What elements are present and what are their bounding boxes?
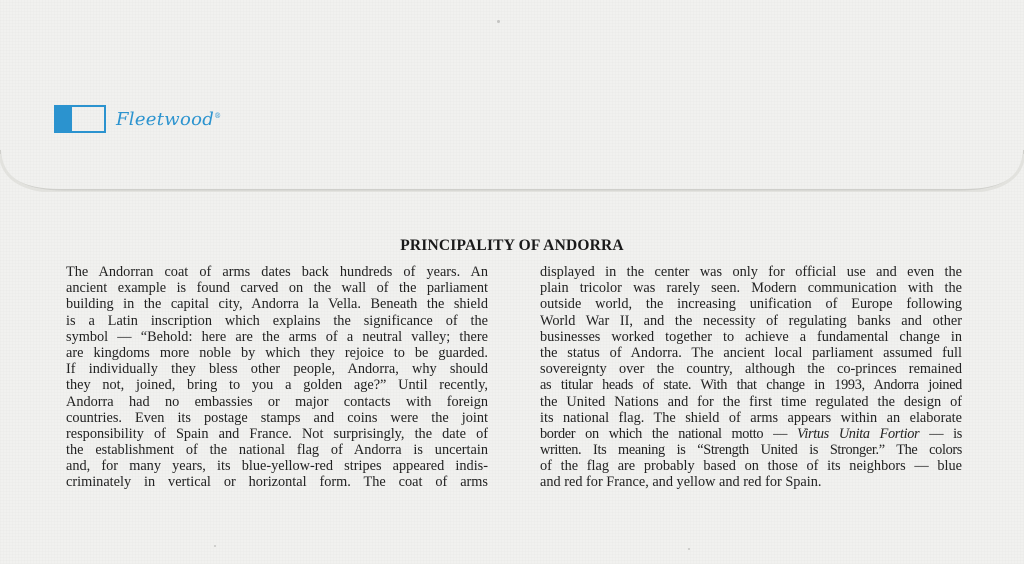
logo-box-icon bbox=[54, 105, 106, 133]
text-line: of the flag are probably based on those of its neighbors — blue bbox=[540, 458, 962, 475]
text-line: World War II, and the necessity of regulating banks and other bbox=[540, 312, 962, 329]
text-line: countries. Even its postage stamps and coins were the joint bbox=[66, 409, 488, 426]
national-motto: Virtus Unita Fortior bbox=[797, 425, 920, 442]
text-line: they not, joined, bring to you a golden age?” Until recently, bbox=[66, 377, 488, 394]
text-line: as titular heads of state. With that change in 1993, Andorra joined bbox=[540, 377, 962, 394]
text-line: Andorra had no embassies or major contacts with foreign bbox=[66, 393, 488, 410]
text-line: sovereignty over the country, although the co-princes remained bbox=[540, 361, 962, 378]
text-line: the status of Andorra. The ancient local parliament assumed full bbox=[540, 344, 962, 361]
text-line: displayed in the center was only for official use and even the bbox=[540, 264, 962, 280]
brand-name-text: Fleetwood bbox=[116, 108, 215, 130]
text-line: its national flag. The shield of arms appears within an elaborate bbox=[540, 409, 962, 426]
text-line: outside world, the increasing unification of Europe following bbox=[540, 296, 962, 313]
text-line: the United Nations and for the first time regulated the design of bbox=[540, 393, 962, 410]
document-title: PRINCIPALITY OF ANDORRA bbox=[400, 237, 624, 254]
text-line: the establishment of the national flag of Andorra is uncertain bbox=[66, 442, 488, 459]
logo-fill bbox=[56, 107, 72, 131]
envelope-flap bbox=[0, 0, 1024, 192]
text-line: symbol — “Behold: here are the arms of a neutral valley; there bbox=[66, 328, 488, 345]
brand-name bbox=[116, 109, 221, 130]
text-line: ancient example is found carved on the wall of the parliament bbox=[66, 280, 488, 297]
left-column-text bbox=[66, 264, 488, 491]
text-line: are kingdoms more noble by which they rejoice to be guarded. bbox=[66, 344, 488, 361]
paper-speck bbox=[688, 548, 690, 550]
text-line: If individually they bless other people, Andorra, why should bbox=[66, 361, 488, 378]
right-column-text bbox=[540, 264, 962, 491]
text-line: businesses worked together to achieve a fundamental change in bbox=[540, 328, 962, 345]
envelope-flap-edge bbox=[0, 150, 1024, 190]
text-line: building in the capital city, Andorra la Vella. Beneath the shield bbox=[66, 296, 488, 313]
text-line: The Andorran coat of arms dates back hundreds of years. An bbox=[66, 264, 488, 280]
text-line: border on which the national motto — Virtus Unita Fortior — is bbox=[540, 425, 962, 442]
text-line: and, for many years, its blue-yellow-red stripes appeared indis- bbox=[66, 458, 488, 475]
paper-speck bbox=[497, 20, 500, 23]
text-line: written. Its meaning is “Strength United is Stronger.” The colors bbox=[540, 442, 962, 459]
text-line: is a Latin inscription which explains the significance of the bbox=[66, 312, 488, 329]
envelope-flap-shadow bbox=[0, 154, 1024, 192]
paper-speck bbox=[214, 545, 216, 547]
fleetwood-logo bbox=[54, 105, 221, 133]
text-line: plain tricolor was rarely seen. Modern communication with the bbox=[540, 280, 962, 297]
text-line: and red for France, and yellow and red for Spain. bbox=[540, 474, 822, 491]
registered-mark: ® bbox=[214, 111, 222, 120]
text-line: responsibility of Spain and France. Not surprisingly, the date of bbox=[66, 425, 488, 442]
text-line: criminately in vertical or horizontal form. The coat of arms bbox=[66, 474, 488, 491]
